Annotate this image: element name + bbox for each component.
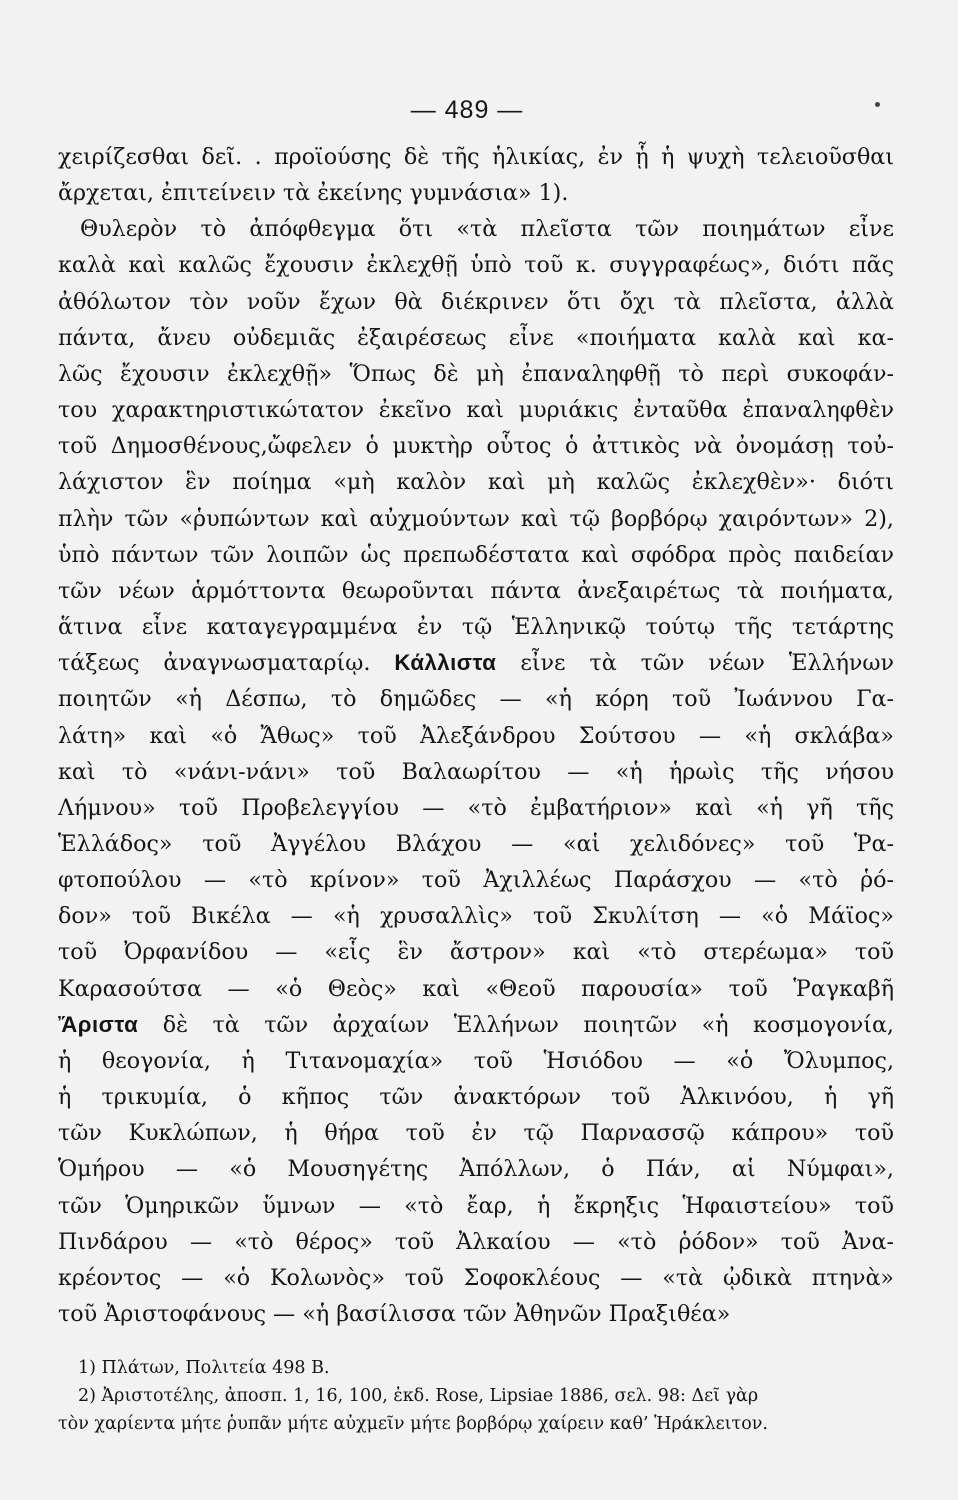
body-text: [58, 139, 894, 1332]
footnotes: [58, 1354, 894, 1438]
text-line: Θυλερὸν τὸ ἀπόφθεγμα ὅτι «τὰ πλεῖστα τῶν ποιημάτων εἶνε: [80, 216, 894, 243]
text-line: του χαρακτηριστικώτατον ἐκεῖνο καὶ μυριάκις ἐνταῦθα ἐπαναληφθὲν: [58, 397, 894, 424]
footnote-2-continuation: τὸν χαρίεντα μήτε ῥυπᾶν μήτε αὐχμεῖν μήτε βορβόρῳ χαίρειν καθ’ Ἡράκλειτον.: [58, 1414, 768, 1435]
text-line: δον» τοῦ Βικέλα — «ἡ χρυσαλλὶς» τοῦ Σκυλίτση — «ὁ Μάϊος»: [58, 903, 894, 930]
text-line: καὶ τὸ «νάνι-νάνι» τοῦ Βαλαωρίτου — «ἡ ἡρωὶς τῆς νήσου: [58, 758, 894, 785]
text-line: ἡ θεογονία, ἡ Τιτανομαχία» τοῦ Ἡσιόδου — «ὁ Ὄλυμπος,: [58, 1047, 894, 1074]
text-line: πάντα, ἄνευ οὐδεμιᾶς ἐξαιρέσεως εἶνε «ποιήματα καλὰ καὶ κα-: [58, 324, 894, 351]
text-line: ἀθόλωτον τὸν νοῦν ἔχων θὰ διέκρινεν ὅτι ὄχι τὰ πλεῖστα, ἀλλὰ: [58, 288, 894, 315]
text-line: τῶν Κυκλώπων, ἡ θήρα τοῦ ἐν τῷ Παρνασσῷ κάπρου» τοῦ: [58, 1120, 894, 1147]
ink-dot: [875, 102, 880, 107]
text-line: λῶς ἔχουσιν ἐκλεχθῇ» Ὅπως δὲ μὴ ἐπαναληφθῇ τὸ περὶ συκοφάν-: [58, 360, 894, 387]
footnote-1: 1) Πλάτων, Πολιτεία 498 B.: [78, 1358, 330, 1379]
text-line: χειρίζεσθαι δεῖ. . προϊούσης δὲ τῆς ἡλικίας, ἐν ᾗ ἡ ψυχὴ τελειοῦσθαι: [58, 144, 894, 170]
text-line: ἄρχεται, ἐπιτείνειν τὰ ἐκείνης γυμνάσια» 1).: [58, 180, 569, 207]
text-line: Καρασούτσα — «ὁ Θεὸς» καὶ «Θεοῦ παρουσία» τοῦ Ῥαγκαβῆ: [58, 975, 894, 1002]
text-line: ἡ τρικυμία, ὁ κῆπος τῶν ἀνακτόρων τοῦ Ἀλκινόου, ἡ γῆ: [58, 1084, 894, 1111]
text-line: Ἄριστα δὲ τὰ τῶν ἀρχαίων Ἑλλήνων ποιητῶν «ἡ κοσμογονία,: [58, 1011, 894, 1038]
text-line: τῶν Ὁμηρικῶν ὕμνων — «τὸ ἔαρ, ἡ ἔκρηξις Ἡφαιστείου» τοῦ: [58, 1192, 894, 1219]
text-line: τοῦ Ὀρφανίδου — «εἷς ἓν ἄστρον» καὶ «τὸ στερέωμα» τοῦ: [58, 939, 894, 966]
footnote-2: 2) Ἀριστοτέλης, ἀποσπ. 1, 16, 100, ἐκδ. Rose, Lipsiae 1886, σελ. 98: Δεῖ γὰρ: [78, 1386, 759, 1407]
text-line: ὑπὸ πάντων τῶν λοιπῶν ὡς πρεπωδέστατα καὶ σφόδρα πρὸς παιδείαν: [58, 541, 894, 568]
text-line: τοῦ Ἀριστοφάνους — «ἡ βασίλισσα τῶν Ἀθηνῶν Πραξιθέα»: [58, 1301, 731, 1327]
page-number: — 489 —: [410, 96, 524, 124]
text-line: λάτη» καὶ «ὁ Ἄθως» τοῦ Ἀλεξάνδρου Σούτσου — «ἡ σκλάβα»: [58, 722, 894, 749]
text-line: τῶν νέων ἁρμόττοντα θεωροῦνται πάντα ἀνεξαιρέτως τὰ ποιήματα,: [58, 577, 894, 604]
text-line: πλὴν τῶν «ῥυπώντων καὶ αὐχμούντων καὶ τῷ βορβόρῳ χαιρόντων» 2),: [58, 505, 894, 532]
text-line: Ὁμήρου — «ὁ Μουσηγέτης Ἀπόλλων, ὁ Πάν, αἱ Νύμφαι»,: [58, 1156, 894, 1183]
text-line: ἅτινα εἶνε καταγεγραμμένα ἐν τῷ Ἑλληνικῷ τούτῳ τῆς τετάρτης: [58, 614, 894, 641]
bold-lead-word: Ἄριστα: [58, 1011, 139, 1037]
text-line: καλὰ καὶ καλῶς ἔχουσιν ἐκλεχθῇ ὑπὸ τοῦ κ. συγγραφέως», διότι πᾶς: [58, 252, 894, 279]
text-line: Ἑλλάδος» τοῦ Ἀγγέλου Βλάχου — «αἱ χελιδόνες» τοῦ Ῥα-: [58, 830, 894, 857]
text-line: κρέοντος — «ὁ Κολωνὸς» τοῦ Σοφοκλέους — «τὰ ᾠδικὰ πτηνὰ»: [58, 1264, 894, 1291]
text-line: Πινδάρου — «τὸ θέρος» τοῦ Ἀλκαίου — «τὸ ῥόδον» τοῦ Ἀνα-: [58, 1228, 894, 1255]
text-line: φτοπούλου — «τὸ κρίνον» τοῦ Ἀχιλλέως Παράσχου — «τὸ ῥό-: [58, 867, 894, 894]
text-line: τάξεως ἀναγνωσματαρίῳ. Κάλλιστα εἶνε τὰ τῶν νέων Ἑλλήνων: [58, 650, 894, 677]
bold-lead-word: Κάλλιστα: [394, 650, 497, 676]
text-line: ποιητῶν «ἡ Δέσπω, τὸ δημῶδες — «ἡ κόρη τοῦ Ἰωάννου Γα-: [58, 686, 894, 713]
text-line: Λήμνου» τοῦ Προβελεγγίου — «τὸ ἐμβατήριον» καὶ «ἡ γῆ τῆς: [58, 794, 894, 821]
text-line: λάχιστον ἓν ποίημα «μὴ καλὸν καὶ μὴ καλῶς ἐκλεχθὲν»· διότι: [58, 469, 894, 496]
text-line: τοῦ Δημοσθένους,ὤφελεν ὁ μυκτὴρ οὗτος ὁ ἀττικὸς νὰ ὀνομάσῃ τοὐ-: [58, 433, 894, 460]
